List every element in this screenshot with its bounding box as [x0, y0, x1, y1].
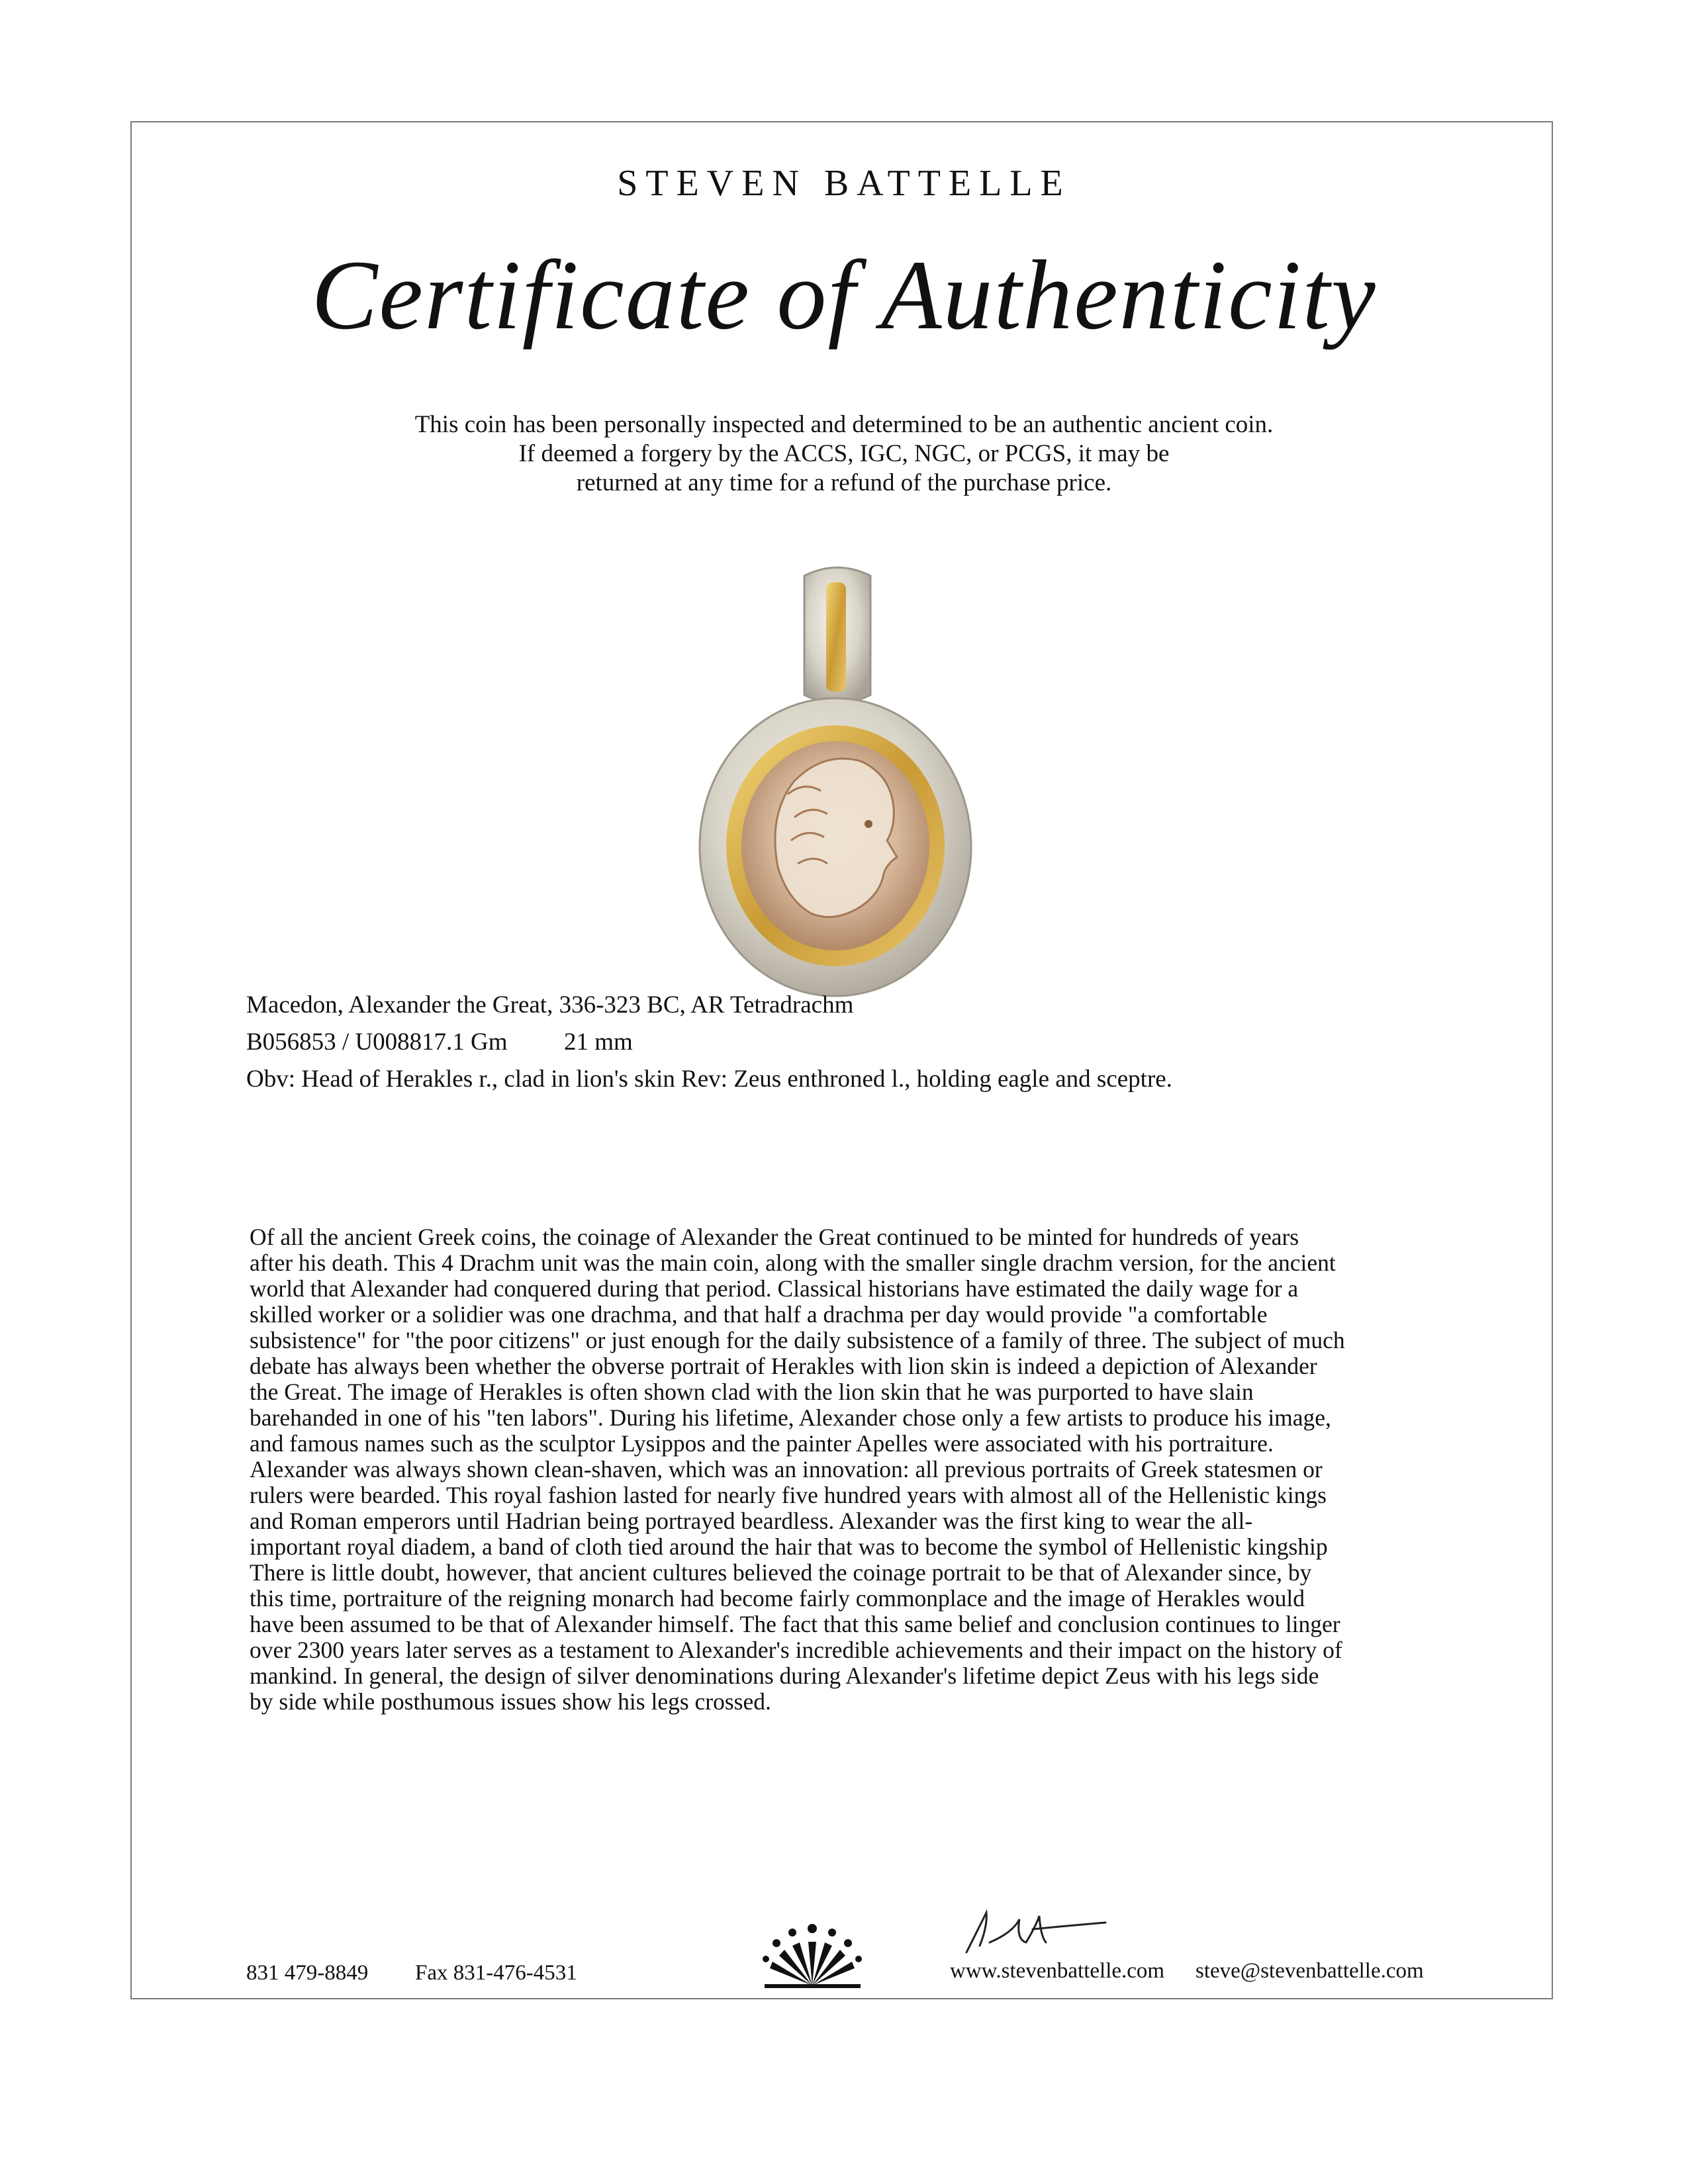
paragraph-line: barehanded in one of his "ten labors". During his lifetime, Alexander chose only a few artists to produce his image, — [250, 1404, 1331, 1431]
sunburst-logo-icon — [758, 1919, 867, 1992]
email-link[interactable]: steve@stevenbattelle.com — [1196, 1959, 1424, 1983]
coin-description: Obv: Head of Herakles r., clad in lion's skin Rev: Zeus enthroned l., holding eagle and sceptre. — [246, 1066, 1172, 1093]
paragraph-line: and famous names such as the sculptor Lysippos and the painter Apelles were associated with his portraiture. — [250, 1430, 1274, 1457]
paragraph-line: world that Alexander had conquered during that period. Classical historians have estimated the daily wage for a — [250, 1275, 1299, 1302]
website-link[interactable]: www.stevenbattelle.com — [950, 1959, 1165, 1983]
paragraph-line: the Great. The image of Herakles is often shown clad with the lion skin that he was purported to have slain — [250, 1379, 1254, 1405]
paragraph-line: mankind. In general, the design of silver denominations during Alexander's lifetime depict Zeus with his legs side — [250, 1662, 1319, 1689]
history-paragraph — [250, 1224, 1421, 1715]
paragraph-line: and Roman emperors until Hadrian being portrayed beardless. Alexander was the first king to wear the all- — [250, 1508, 1253, 1534]
intro-line: This coin has been personally inspected and determined to be an authentic ancient coin. — [414, 411, 1274, 438]
inventory-id: B056853 / U0088 — [246, 1028, 422, 1056]
paragraph-line: Alexander was always shown clean-shaven, which was an innovation: all previous portraits of Greek statesmen or — [250, 1456, 1323, 1482]
paragraph-line: There is little doubt, however, that ancient cultures believed the coinage portrait to be that of Alexander since, by — [250, 1559, 1312, 1586]
coin-name: Macedon, Alexander the Great, 336-323 BC, AR Tetradrachm — [246, 991, 854, 1019]
phone-number: 831 479-8849 — [246, 1961, 369, 1985]
coin-size: 21 mm — [564, 1028, 633, 1056]
signature-icon — [940, 1906, 1112, 1959]
intro-line: If deemed a forgery by the ACCS, IGC, NGC, or PCGS, it may be — [518, 440, 1170, 467]
coin-specs — [246, 991, 1504, 1102]
coin-details — [246, 1028, 1504, 1065]
brand-name: STEVEN BATTELLE — [617, 163, 1071, 204]
paragraph-line: over 2300 years later serves as a testament to Alexander's incredible achievements and their impact on the history of — [250, 1637, 1342, 1663]
paragraph-line: by side while posthumous issues show his legs crossed. — [250, 1688, 771, 1715]
paragraph-line: subsistence" for "the poor citizens" or just enough for the daily subsistence of a family of three. The subject of much — [250, 1327, 1345, 1353]
paragraph-line: debate has always been whether the obverse portrait of Herakles with lion skin is indeed a depiction of Alexander — [250, 1353, 1317, 1379]
paragraph-line: have been assumed to be that of Alexander himself. The fact that this same belief and conclusion continues to linger — [250, 1611, 1340, 1637]
paragraph-line: skilled worker or a solidier was one drachma, and that half a drachma per day would provide "a comfortable — [250, 1301, 1268, 1328]
intro-statement — [0, 410, 1688, 498]
intro-line: returned at any time for a refund of the purchase price. — [576, 469, 1112, 496]
paragraph-line: important royal diadem, a band of cloth tied around the hair that was to become the symbol of Hellenistic kingship — [250, 1533, 1328, 1560]
paragraph-line: this time, portraiture of the reigning monarch had become fairly commonplace and the image of Herakles would — [250, 1585, 1305, 1612]
page-title: Certificate of Authenticity — [311, 240, 1377, 350]
paragraph-line: after his death. This 4 Drachm unit was the main coin, along with the smaller single drachm version, for the ancient — [250, 1250, 1336, 1276]
paragraph-line: rulers were bearded. This royal fashion lasted for nearly five hundred years with almost all of the Hellenistic kings — [250, 1482, 1327, 1508]
paragraph-line: Of all the ancient Greek coins, the coinage of Alexander the Great continued to be minted for hundreds of years — [250, 1224, 1299, 1250]
coin-weight: 17.1 Gm — [422, 1028, 508, 1056]
fax-number: Fax 831-476-4531 — [415, 1961, 577, 1985]
